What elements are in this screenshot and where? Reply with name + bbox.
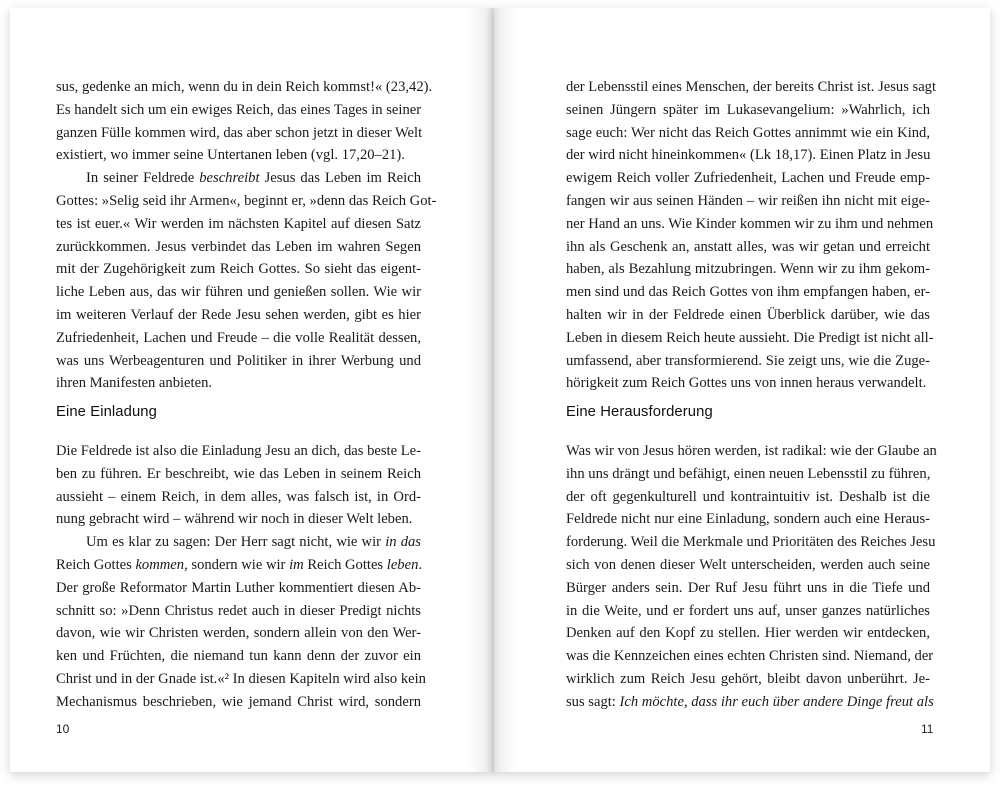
page-number: 11 (921, 722, 934, 736)
text-line: ner Hand an uns. Wie Kinder kommen wir zu ihm und nehmen (566, 215, 934, 232)
text-line: mit der Zugehörigkeit zum Reich Gottes. So sieht das eigent- (56, 261, 421, 278)
text-line: Der große Reformator Martin Luther kommentiert diesen Ab- (56, 579, 421, 596)
text-line: sage euch: Wer nicht das Reich Gottes annimmt wie ein Kind, (566, 124, 930, 141)
text-line: Reich Gottes kommen, sondern wie wir im Reich Gottes leben. (56, 556, 423, 573)
text-line: ihren Manifesten anbieten. (56, 375, 213, 392)
text-line: was die Kennzeichen eines echten Christen sind. Niemand, der (566, 648, 934, 665)
text-line: Christ und in der Gnade ist.«² In diesen Kapiteln wird also kein (56, 670, 426, 687)
left-body-text-2 (56, 440, 426, 714)
text-line: der Lebensstil eines Menschen, der bereits Christ ist. Jesus sagt (566, 79, 937, 95)
text-line: sus, gedenke an mich, wenn du in dein Reich kommst!« (23,42). (56, 79, 433, 95)
section-heading: Eine Herausforderung (566, 404, 713, 420)
text-line: sus sagt: Ich möchte, dass ihr euch über andere Dinge freut als (566, 693, 934, 710)
text-line: umfassend, aber transformierend. Sie zeigt uns, wie die Zuge- (566, 352, 930, 369)
text-line: aussieht – einem Reich, in dem alles, was falsch ist, in Ord- (56, 488, 421, 505)
text-line: men sind und das Reich Gottes von ihm empfangen haben, er- (566, 284, 930, 301)
text-line: davon, wie wir Christen werden, sondern allein von den Wer- (56, 625, 421, 642)
text-line: ewigem Reich voller Zufriedenheit, Lachen und Freude emp- (566, 170, 930, 187)
text-line: Die Feldrede ist also die Einladung Jesu an dich, das beste Le- (56, 443, 421, 459)
book-spread (10, 8, 990, 772)
text-line: Leben in diesem Reich heute aussieht. Die Predigt ist nicht all- (566, 329, 934, 346)
page-number: 10 (56, 722, 70, 736)
text-line: zurückkommen. Jesus verbindet das Leben im wahren Segen (56, 238, 421, 255)
text-line: ganzen Fülle kommen wird, das aber schon jetzt in dieser Welt (56, 124, 423, 141)
text-line: sich von denen dieser Welt unterscheiden, werden auch seine (566, 556, 930, 573)
text-line: haben, als Bezahlung mitzubringen. Wenn wir zu ihm gekom- (566, 261, 930, 278)
left-body-text-1 (56, 76, 437, 395)
text-line: im weiteren Verlauf der Rede Jesu sehen werden, gibt es hier (56, 306, 421, 323)
text-line: schnitt so: »Denn Christus redet auch in dieser Predigt nichts (56, 602, 421, 619)
left-page (10, 8, 494, 772)
text-line: der wird nicht hineinkommen« (Lk 18,17). Einen Platz in Jesu (566, 147, 931, 164)
text-line: Denken auf den Kopf zu stellen. Hier werden wir entdecken, (566, 625, 930, 642)
text-line: Was wir von Jesus hören werden, ist radikal: wie der Glaube an (566, 443, 937, 459)
text-line: in die Weite, und er fordert uns auf, unser ganzes natürliches (566, 602, 930, 619)
gutter-shadow (468, 8, 494, 772)
text-line: halten wir in der Feldrede einen Überblick darüber, wie das (566, 306, 930, 323)
right-body-text-1 (566, 76, 937, 395)
text-line: Bürger anders sein. Der Ruf Jesu führt uns in die Tiefe und (566, 579, 930, 596)
text-line: Um es klar zu sagen: Der Herr sagt nicht, wie wir in das (86, 534, 421, 551)
text-line: hörigkeit zum Reich Gottes uns von innen heraus verwandelt. (566, 375, 927, 392)
text-line: was uns Werbeagenturen und Politiker in ihrer Werbung und (56, 352, 421, 369)
text-line: In seiner Feldrede beschreibt Jesus das Leben im Reich (86, 170, 421, 187)
text-line: wirklich zum Reich Jesu gehört, bleibt davon unberührt. Je- (566, 670, 930, 687)
text-line: ben zu führen. Er beschreibt, wie das Leben in seinem Reich (56, 465, 421, 482)
text-line: der oft gegenkulturell und kontraintuitiv ist. Deshalb ist die (566, 488, 930, 505)
right-page (494, 8, 990, 772)
text-line: Es handelt sich um ein ewiges Reich, das eines Tages in seiner (56, 101, 422, 118)
text-line: liche Leben aus, das wir führen und genießen sollen. Wie wir (56, 284, 421, 301)
text-line: seinen Jüngern später im Lukasevangelium: »Wahrlich, ich (566, 101, 930, 118)
text-line: tes ist euer.« Wir werden im nächsten Kapitel auf diesen Satz (56, 215, 421, 232)
text-line: ihn als Geschenk an, anstatt alles, was wir getan und erreicht (566, 238, 930, 255)
text-line: fangen wir aus seinen Händen – wir reißen ihn nicht mit eige- (566, 192, 930, 209)
text-line: Feldrede nicht nur eine Einladung, sondern auch eine Heraus- (566, 511, 930, 528)
text-line: ken und Früchten, die niemand tun kann denn der zuvor ein (56, 648, 421, 665)
gutter-shadow (494, 8, 516, 772)
text-line: Mechanismus beschrieben, wie jemand Christ wird, sondern (56, 693, 421, 710)
text-line: forderung. Weil die Merkmale und Prioritäten des Reiches Jesu (566, 534, 936, 551)
section-heading: Eine Einladung (56, 404, 157, 420)
text-line: Zufriedenheit, Lachen und Freude – die volle Realität dessen, (56, 329, 421, 346)
text-line: existiert, wo immer seine Untertanen leben (vgl. 17,20–21). (56, 147, 405, 164)
text-line: ihn uns drängt und befähigt, einen neuen Lebensstil zu führen, (566, 465, 931, 482)
right-body-text-2 (566, 440, 937, 714)
text-line: Gottes: »Selig seid ihr Armen«, beginnt er, »denn das Reich Got- (56, 192, 437, 209)
text-line: nung gebracht wird – während wir noch in dieser Welt leben. (56, 511, 413, 528)
